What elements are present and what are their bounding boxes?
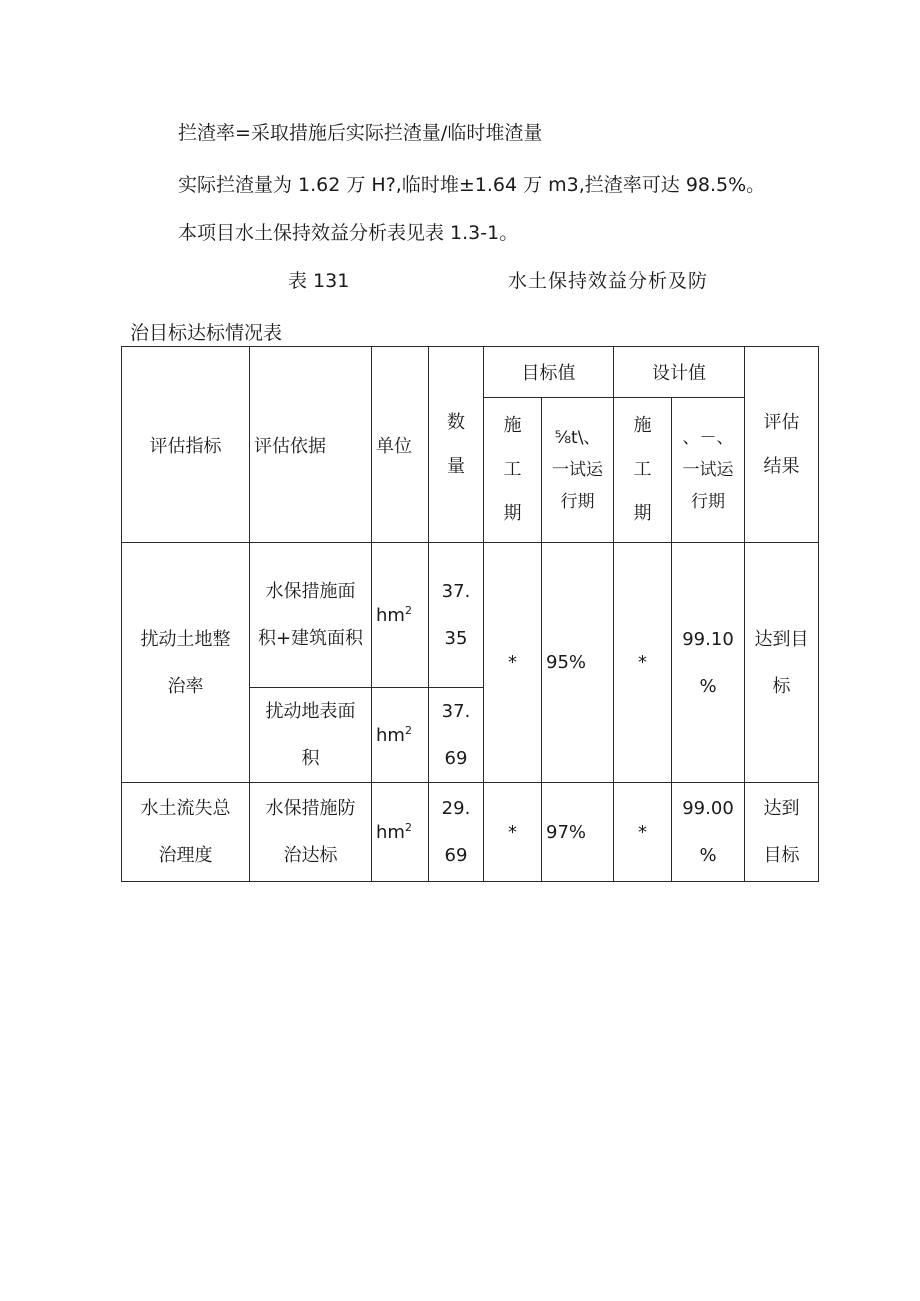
header-result: 评估 结果 <box>745 347 819 543</box>
row1-unit-b: $hm^2$ <box>372 688 429 783</box>
header-basis: 评估依据 <box>250 347 372 543</box>
header-design-construction: 施 工 期 <box>614 398 672 543</box>
row1-unit-a: $hm^2$ <box>372 543 429 688</box>
row2-design-trial: 99.00 % <box>672 783 745 882</box>
table-caption-label: 表 131 <box>288 270 350 292</box>
row1-indicator: 扰动土地整 治率 <box>122 543 250 783</box>
header-target-construction: 施 工 期 <box>484 398 542 543</box>
row1-target-trial: 95% <box>542 543 614 783</box>
row1-result: 达到目 标 <box>745 543 819 783</box>
row1-basis-b: 扰动地表面 积 <box>250 688 372 783</box>
header-indicator: 评估指标 <box>122 347 250 543</box>
paragraph-table-reference: 本项目水土保持效益分析表见表 1.3-1。 <box>178 222 519 244</box>
row2-unit: $hm^2$ <box>372 783 429 882</box>
paragraph-slag-rate-formula: 拦渣率=采取措施后实际拦渣量/临时堆渣量 <box>178 122 543 144</box>
header-design-trial: 、－、 一试运 行期 <box>672 398 745 543</box>
header-unit: 单位 <box>372 347 429 543</box>
row1-quantity-a: 37. 35 <box>429 543 484 688</box>
row1-quantity-b: 37. 69 <box>429 688 484 783</box>
row1-design-trial: 99.10 % <box>672 543 745 783</box>
row1-target-construction: * <box>484 543 542 783</box>
header-target-trial: ⅝t\、 一试运 行期 <box>542 398 614 543</box>
table-caption-title-continued: 治目标达标情况表 <box>130 322 283 344</box>
row2-design-construction: * <box>614 783 672 882</box>
benefit-analysis-table <box>121 346 819 882</box>
row1-basis-a: 水保措施面 积+建筑面积 <box>250 543 372 688</box>
row1-design-construction: * <box>614 543 672 783</box>
row2-target-construction: * <box>484 783 542 882</box>
header-design: 设计值 <box>614 347 745 398</box>
table-caption-title: 水土保持效益分析及防 <box>508 270 709 292</box>
row2-target-trial: 97% <box>542 783 614 882</box>
header-quantity: 数 量 <box>429 347 484 543</box>
row2-result: 达到 目标 <box>745 783 819 882</box>
row2-quantity: 29. 69 <box>429 783 484 882</box>
header-target: 目标值 <box>484 347 614 398</box>
paragraph-slag-amount: 实际拦渣量为 1.62 万 H?,临时堆±1.64 万 m3,拦渣率可达 98.5%。 <box>178 174 766 196</box>
row2-indicator: 水土流失总 治理度 <box>122 783 250 882</box>
row2-basis: 水保措施防 治达标 <box>250 783 372 882</box>
